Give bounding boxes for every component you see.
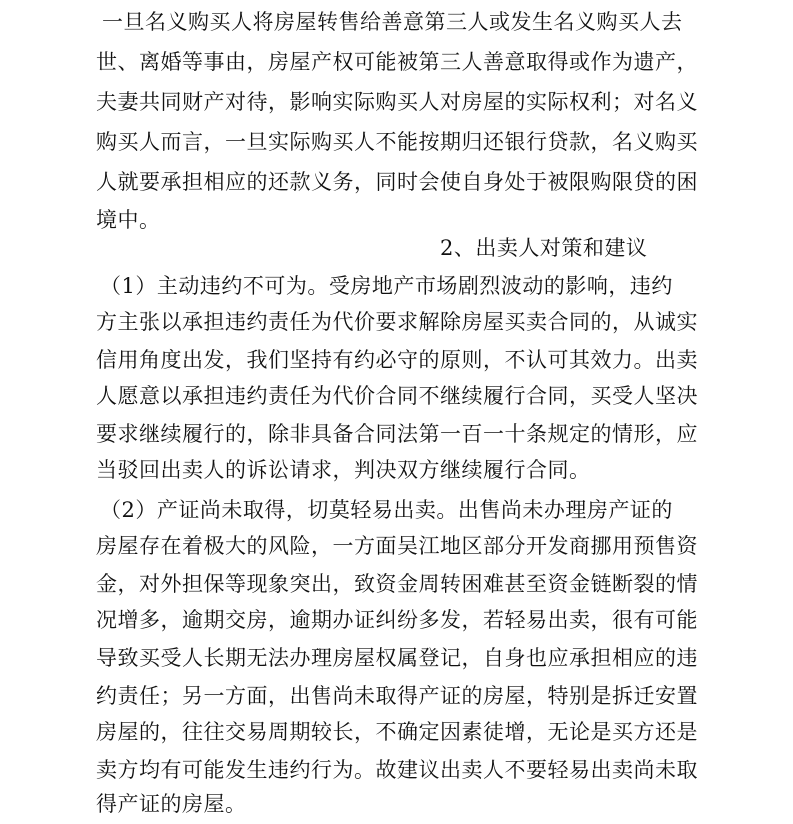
line-text: 世、离婚等事由，房屋产权可能被第三人善意取得或作为遗产，: [96, 50, 698, 74]
text-line: [0, 162, 793, 202]
line-text: 夫妻共同财产对待，影响实际购买人对房屋的实际权利；对名义: [96, 90, 698, 114]
line-text: 导致买受人长期无法办理房屋权属登记，自身也应承担相应的违: [96, 646, 698, 670]
line-text: 信用角度出发，我们坚持有约必守的原则，不认可其效力。出卖: [96, 348, 698, 372]
line-text: （2）产证尚未取得，切莫轻易出卖。出售尚未办理房产证的: [100, 498, 673, 522]
text-line: [0, 450, 793, 490]
line-text: 方主张以承担违约责任为代价要求解除房屋买卖合同的，从诚实: [96, 310, 698, 334]
heading-text: 2、出卖人对策和建议: [440, 236, 648, 260]
line-text: 人愿意以承担违约责任为代价合同不继续履行合同，买受人坚决: [96, 384, 698, 408]
text-line: [0, 340, 793, 380]
text-line: [0, 490, 793, 530]
text-line: [0, 526, 793, 566]
line-text: 房屋的，往往交易周期较长，不确定因素徒增，无论是买方还是: [96, 720, 698, 744]
line-text: 房屋存在着极大的风险，一方面吴江地区部分开发商挪用预售资: [96, 534, 698, 558]
line-text: 卖方均有可能发生违约行为。故建议出卖人不要轻易出卖尚未取: [96, 758, 698, 782]
text-line: [0, 2, 793, 42]
text-line: [0, 712, 793, 752]
line-text: 境中。: [96, 208, 161, 232]
line-text: （1）主动违约不可为。受房地产市场剧烈波动的影响，违约: [100, 274, 673, 298]
text-line: [0, 676, 793, 716]
line-text: 况增多，逾期交房，逾期办证纠纷多发，若轻易出卖，很有可能: [96, 608, 698, 632]
text-line: [0, 638, 793, 678]
line-text: 当驳回出卖人的诉讼请求，判决双方继续履行合同。: [96, 458, 591, 482]
line-text: 要求继续履行的，除非具备合同法第一百一十条规定的情形，应: [96, 422, 698, 446]
line-text: 购买人而言，一旦实际购买人不能按期归还银行贷款，名义购买: [96, 130, 698, 154]
line-text: 人就要承担相应的还款义务，同时会使自身处于被限购限贷的困: [96, 170, 698, 194]
text-line: [0, 376, 793, 416]
line-text: 一旦名义购买人将房屋转售给善意第三人或发生名义购买人去: [102, 10, 683, 34]
text-line: [0, 302, 793, 342]
line-text: 得产证的房屋。: [96, 792, 247, 816]
text-line: [0, 122, 793, 162]
text-line: [0, 600, 793, 640]
text-line: [0, 414, 793, 454]
text-line: [0, 82, 793, 122]
text-line: [0, 564, 793, 604]
section-heading: [0, 228, 793, 268]
text-line: [0, 42, 793, 82]
line-text: 金，对外担保等现象突出，致资金周转困难甚至资金链断裂的情: [96, 572, 698, 596]
text-line: [0, 266, 793, 306]
line-text: 约责任；另一方面，出售尚未取得产证的房屋，特别是拆迁安置: [96, 684, 698, 708]
text-line: [0, 784, 793, 824]
